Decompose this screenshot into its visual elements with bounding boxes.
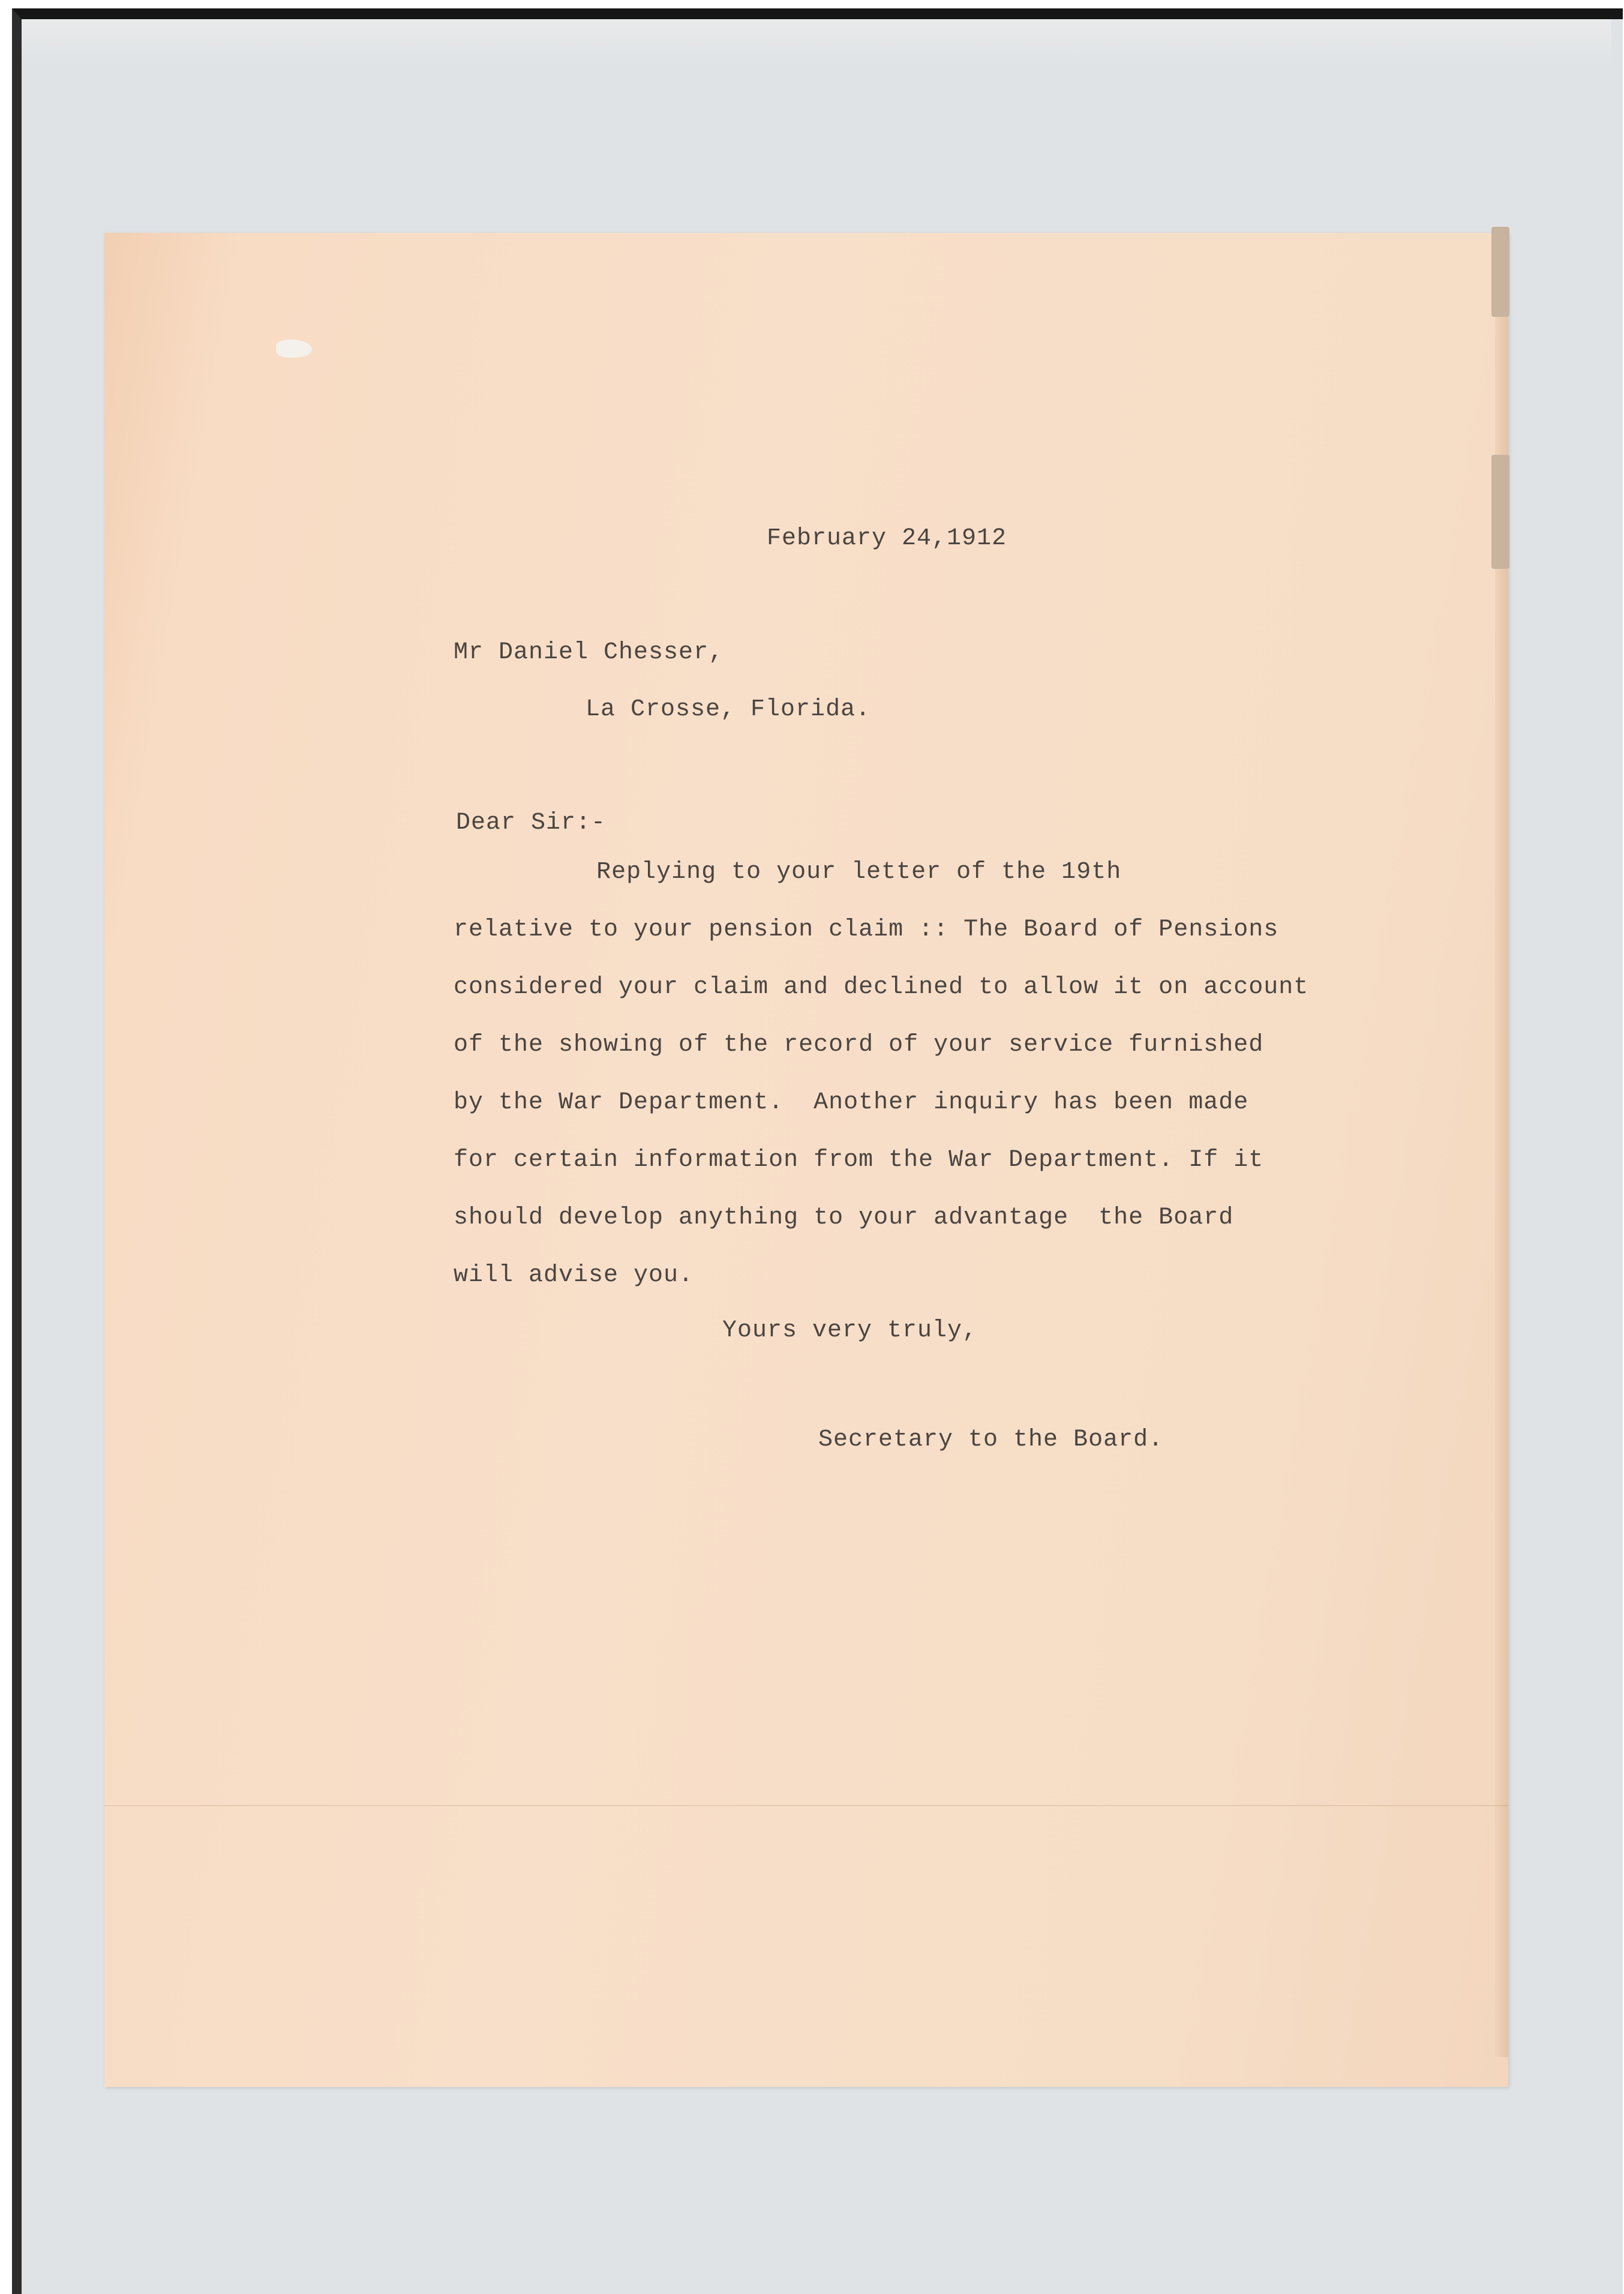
letter-date: February 24,1912 [767,525,1007,552]
body-line: should develop anything to your advantage the Board [454,1204,1234,1231]
paper-damage-hole [276,340,312,358]
scanner-lid-strip [22,19,1611,67]
signature-title: Secretary to the Board. [818,1426,1164,1453]
closing: Yours very truly, [722,1317,978,1344]
sheet-fold-line [104,1805,1508,1806]
recipient-name: Mr Daniel Chesser, [454,639,724,666]
letter-body [356,859,1412,1320]
binding-tab-top [1491,227,1509,317]
body-line: of the showing of the record of your service furnished [454,1031,1264,1058]
body-line: relative to your pension claim :: The Board of Pensions [454,916,1279,943]
body-line: for certain information from the War Department. If it [454,1147,1264,1174]
recipient-address: La Crosse, Florida. [586,696,871,723]
body-line: will advise you. [454,1262,694,1289]
salutation: Dear Sir:- [456,809,607,836]
body-line: Replying to your letter of the 19th [356,859,1122,886]
body-line: considered your claim and declined to allow it on account [454,974,1309,1001]
body-line: by the War Department. Another inquiry has been made [454,1089,1249,1116]
binding-tab-middle [1491,455,1509,569]
